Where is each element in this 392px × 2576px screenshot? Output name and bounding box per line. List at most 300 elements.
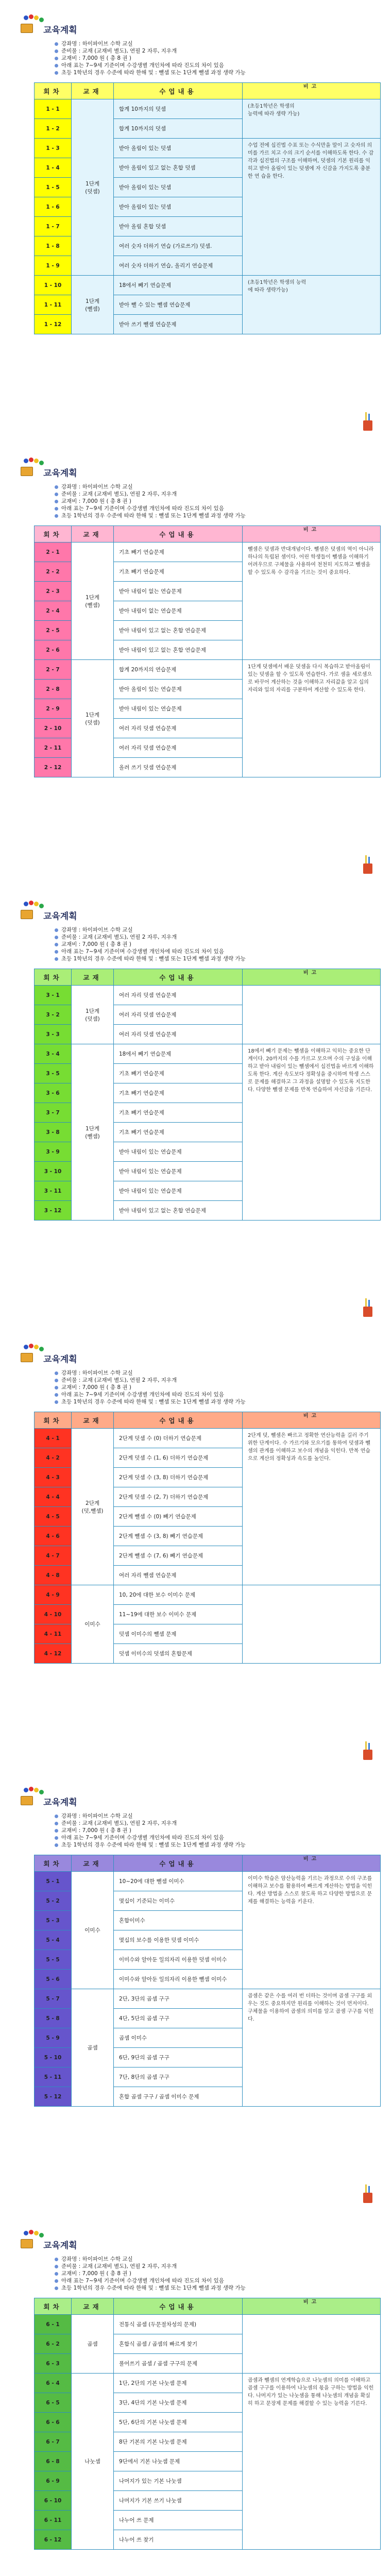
note-cell [243, 1585, 381, 1664]
session-number: 3 - 5 [35, 1064, 72, 1083]
header-note: 비고 [243, 1412, 381, 1429]
header-content: 수업내용 [114, 969, 243, 986]
session-number: 1 - 11 [35, 295, 72, 315]
info-text: 초등 1학년의 경우 수준에 따라 한해 및 : 뺄셈 또는 1단계 뺄셈 과정 생략 가능 [61, 513, 246, 519]
header-note: 비고 [243, 526, 381, 543]
lesson-content: 합계 20까지의 연습문제 [114, 660, 243, 680]
info-line [55, 934, 384, 941]
session-number: 4 - 4 [35, 1487, 72, 1507]
note-cell [243, 986, 381, 1044]
session-number: 5 - 4 [35, 1930, 72, 1950]
header-no: 회차 [35, 1412, 72, 1429]
note-cell: 2단계 덧, 뺄셈은 빠르고 정확한 연산능력을 길러 주기 위한 단계이다. 수 가르기와 모으기를 통하여 덧셈과 뺄셈의 관계를 이해하고 보수의 개념을 익힌다. 반복 연습으로 계산의 정확성과 속도를 높인다. [243, 1429, 381, 1585]
table-header-row [35, 83, 381, 99]
unit-cell: 이미수 [72, 1585, 114, 1664]
session-number: 2 - 7 [35, 660, 72, 680]
book-logo-icon [19, 2230, 41, 2250]
section-title: 교육계획 [43, 25, 77, 36]
info-line [55, 69, 384, 76]
session-number: 1 - 5 [35, 178, 72, 197]
info-text: 준비물 : 교재 (교재비 별도), 연필 2 자루, 지우개 [61, 2263, 177, 2269]
info-text: 교재비 : 7,000 원 ( 총 8 권 ) [61, 941, 132, 947]
session-number: 1 - 10 [35, 276, 72, 295]
session-number: 1 - 2 [35, 119, 72, 139]
pencil-cup-icon [361, 2184, 374, 2203]
info-line [55, 1369, 384, 1377]
info-text: 아래 표는 7~9세 기준이며 수강생별 개인차에 따라 진도의 차이 있음 [61, 1835, 224, 1841]
session-number: 3 - 7 [35, 1103, 72, 1123]
lesson-content: 받아 내림이 있는 연습문제 [114, 1142, 243, 1162]
header-no: 회차 [35, 969, 72, 986]
session-number: 3 - 9 [35, 1142, 72, 1162]
session-number: 6 - 5 [35, 2393, 72, 2413]
lesson-content: 곱셈 이미수 [114, 2028, 243, 2048]
bullet-icon [55, 514, 58, 518]
lesson-content: 여러 숫자 더하기 연습, 올리기 연습문제 [114, 256, 243, 276]
session-number: 5 - 8 [35, 2009, 72, 2028]
lesson-content: 풀어쓰기 곱셈 / 곱셈 구구의 문제 [114, 2354, 243, 2374]
note-cell [243, 2315, 381, 2374]
info-line [55, 40, 384, 47]
info-text: 교재비 : 7,000 원 ( 총 8 권 ) [61, 55, 132, 61]
unit-cell: 1단계 (뺄셈) [72, 276, 114, 334]
info-text: 준비물 : 교재 (교재비 별도), 연필 2 자루, 지우개 [61, 934, 177, 940]
header-content: 수업내용 [114, 1855, 243, 1872]
bullet-icon [55, 1815, 58, 1818]
plan-section-1 [12, 0, 380, 443]
header-content: 수업내용 [114, 83, 243, 99]
lesson-content: 여러 숫자 더하기 연습 (가로쓰기) 덧셈. [114, 236, 243, 256]
session-number: 6 - 1 [35, 2315, 72, 2334]
lesson-content: 받아 내림이 있는 연습문제 [114, 1181, 243, 1201]
curriculum-table [34, 82, 381, 334]
note-cell: 곱셈은 같은 수를 여러 번 더하는 것이며 곱셈 구구를 외우는 것도 중요하지만 원리를 이해하는 것이 먼저이다. 구체물을 이용하여 곱셈의 의미를 알고 곱셈 구구를 익힌다. [243, 1989, 381, 2107]
session-number: 6 - 3 [35, 2354, 72, 2374]
session-number: 3 - 6 [35, 1083, 72, 1103]
section-title: 교육계획 [43, 1798, 77, 1808]
info-text: 강좌명 : 하이파이브 수학 교실 [61, 484, 133, 490]
info-line [55, 948, 384, 955]
book-logo-icon [19, 14, 41, 35]
session-number: 4 - 11 [35, 1624, 72, 1644]
session-number: 5 - 3 [35, 1911, 72, 1930]
header-note: 비고 [243, 1855, 381, 1872]
lesson-content: 여러 자리 덧셈 연습문제 [114, 1025, 243, 1044]
lesson-content: 2단, 3단의 곱셈 구구 [114, 1989, 243, 2009]
info-line [55, 2263, 384, 2270]
plan-section-4 [12, 1329, 380, 1772]
info-text: 교재비 : 7,000 원 ( 총 8 권 ) [61, 1384, 132, 1391]
info-line [55, 926, 384, 934]
lesson-content: 기초 빼기 연습문제 [114, 1123, 243, 1142]
book-logo-icon [19, 1787, 41, 1807]
lesson-content: 여러 자리 덧셈 연습문제 [114, 738, 243, 758]
lesson-content: 나누어 쓰 찾기 [114, 2530, 243, 2550]
session-number: 5 - 10 [35, 2048, 72, 2067]
bullet-icon [55, 507, 58, 511]
unit-cell: 1단계 (뺄셈) [72, 543, 114, 660]
pencil-cup-icon [361, 1741, 374, 1760]
session-number: 2 - 12 [35, 758, 72, 777]
session-number: 4 - 5 [35, 1507, 72, 1527]
plan-section-5 [12, 1772, 380, 2215]
session-number: 4 - 10 [35, 1605, 72, 1624]
unit-cell: 2단계 (덧,뺄셈) [72, 1429, 114, 1585]
unit-cell: 1단계 (덧셈) [72, 99, 114, 276]
info-text: 준비물 : 교재 (교재비 별도), 연필 2 자루, 지우개 [61, 1377, 177, 1383]
lesson-content: 기초 빼기 연습문제 [114, 562, 243, 582]
note-cell: 이미수 학습은 암산능력을 기르는 과정으로 수의 구조를 이해하고 보수를 활용하여 빠르게 계산하는 방법을 익힌다. 계산 방법을 스스로 찾도록 하고 다양한 방법으로 문제를 해결하는 능력을 키운다. [243, 1872, 381, 1989]
lesson-content: 받아 내림이 없는 연습문제 [114, 582, 243, 601]
lesson-content: 1단, 2단의 기본 나눗셈 문제 [114, 2374, 243, 2393]
plan-section-6 [12, 2215, 380, 2576]
lesson-content: 합계 10까지의 덧셈 [114, 119, 243, 139]
unit-cell: 1단계 (덧셈) [72, 660, 114, 777]
lesson-content: 7단, 8단의 곱셈 구구 [114, 2067, 243, 2087]
plan-section-2 [12, 443, 380, 886]
lesson-content: 이미수와 알아둔 일의자리 이용한 뺄셈 이미수 [114, 1970, 243, 1989]
info-text: 강좌명 : 하이파이브 수학 교실 [61, 41, 133, 47]
unit-cell: 1단계 (덧셈) [72, 986, 114, 1044]
lesson-content: 5단, 6단의 기본 나눗셈 문제 [114, 2413, 243, 2432]
bullet-icon [55, 2265, 58, 2268]
session-number: 3 - 11 [35, 1181, 72, 1201]
bullet-icon [55, 1822, 58, 1825]
lesson-content: 2단계 덧셈 수 (0) 더하기 연습문제 [114, 1429, 243, 1448]
header-content: 수업내용 [114, 526, 243, 543]
lesson-content: 받아 올림이 있는 연습문제 [114, 680, 243, 699]
unit-cell: 이미수 [72, 1872, 114, 1989]
session-number: 4 - 6 [35, 1527, 72, 1546]
session-number: 4 - 7 [35, 1546, 72, 1566]
session-number: 6 - 12 [35, 2530, 72, 2550]
bullet-icon [55, 485, 58, 489]
section-title: 교육계획 [43, 911, 77, 922]
session-number: 2 - 4 [35, 601, 72, 621]
session-number: 3 - 1 [35, 986, 72, 1005]
session-number: 1 - 9 [35, 256, 72, 276]
lesson-content: 받아 쓰기 뺄셈 연습문제 [114, 315, 243, 334]
section-title: 교육계획 [43, 468, 77, 479]
header-unit: 교재 [72, 969, 114, 986]
header-note: 비고 [243, 83, 381, 99]
lesson-content: 받아 올림이 있는 덧셈 [114, 139, 243, 158]
curriculum-table [34, 2298, 381, 2550]
info-line [55, 941, 384, 948]
lesson-content: 받아 올림이 있는 덧셈 [114, 197, 243, 217]
info-text: 준비물 : 교재 (교재비 별도), 연필 2 자루, 지우개 [61, 1820, 177, 1826]
note-cell: 1단계 덧셈에서 배운 덧셈을 다시 복습하고 받아올림이 있는 덧셈을 할 수 있도록 연습한다. 가로 셈을 세로셈으로 바꾸어 계산하는 것을 이해하고 자리값을 알고 십의 자리와 일의 자리를 구분하여 계산할 수 있도록 한다. [243, 660, 381, 777]
lesson-content: 나머지가 기본 쓰기 나눗셈 [114, 2491, 243, 2511]
lesson-content: 받아 뺄 수 있는 뺄셈 연습문제 [114, 295, 243, 315]
section-header [19, 897, 328, 923]
session-number: 6 - 11 [35, 2511, 72, 2530]
note-cell: (초등1학년은 학생의 능력 에 따라 생략가능) [243, 276, 381, 334]
session-number: 5 - 11 [35, 2067, 72, 2087]
session-number: 4 - 3 [35, 1468, 72, 1487]
lesson-content: 덧셈 이미수의 덧셈의 혼합문제 [114, 1644, 243, 1664]
info-line [55, 1820, 384, 1827]
section-header [19, 2227, 328, 2252]
bullet-icon [55, 943, 58, 946]
header-note: 비고 [243, 2298, 381, 2315]
lesson-content: 여러 자리 덧셈 연습문제 [114, 986, 243, 1005]
book-logo-icon [19, 901, 41, 921]
header-unit: 교재 [72, 1855, 114, 1872]
bullet-icon [55, 2258, 58, 2261]
info-line [55, 2256, 384, 2263]
table-row [35, 1872, 381, 1891]
session-number: 1 - 7 [35, 217, 72, 236]
course-info [55, 926, 384, 962]
lesson-content: 올려 쓰기 덧셈 연습문제 [114, 758, 243, 777]
lesson-content: 받아 내림이 있고 없는 혼합 연습문제 [114, 1201, 243, 1221]
note-cell: 18에서 빼기 문제는 뺄셈을 이해하고 익히는 중요한 단계이다. 20까지의 수를 가르고 모으며 수의 구성을 이해하고 받아 내림이 있는 뺄셈에서 십진법을 바르게 이해하도록 한다. 계산 속도보다 정확성을 중시하며 학생 스스로 문제를 해결하고 그 과정을 설명할 수 있도록 지도한다. 다양한 뺄셈 문제를 반복 연습하여 자신감을 기른다. [243, 1044, 381, 1221]
table-header-row [35, 1412, 381, 1429]
lesson-content: 받아 내림이 있는 연습문제 [114, 1162, 243, 1181]
lesson-content: 기초 빼기 연습문제 [114, 1083, 243, 1103]
info-line [55, 1384, 384, 1391]
bullet-icon [55, 2286, 58, 2290]
table-row [35, 2315, 381, 2334]
lesson-content: 몇십의 보수를 이용한 덧셈 이미수 [114, 1930, 243, 1950]
info-text: 초등 1학년의 경우 수준에 따라 한해 및 : 뺄셈 또는 1단계 뺄셈 과정 생략 가능 [61, 2285, 246, 2291]
info-line [55, 55, 384, 62]
header-content: 수업내용 [114, 2298, 243, 2315]
section-title: 교육계획 [43, 1354, 77, 1365]
lesson-content: 6단, 9단의 곱셈 구구 [114, 2048, 243, 2067]
session-number: 3 - 3 [35, 1025, 72, 1044]
bullet-icon [55, 1836, 58, 1840]
header-content: 수업내용 [114, 1412, 243, 1429]
lesson-content: 몇십이 기준되는 이미수 [114, 1891, 243, 1911]
header-no: 회차 [35, 2298, 72, 2315]
lesson-content: 3단, 4단의 기본 나눗셈 문제 [114, 2393, 243, 2413]
session-number: 1 - 4 [35, 158, 72, 178]
lesson-content: 혼합식 곱셈 / 곱셈의 빠르게 찾기 [114, 2334, 243, 2354]
table-row [35, 543, 381, 562]
info-text: 준비물 : 교재 (교재비 별도), 연필 2 자루, 지우개 [61, 491, 177, 497]
lesson-content: 받아 올림 혼합 덧셈 [114, 217, 243, 236]
bullet-icon [55, 42, 58, 46]
info-line [55, 505, 384, 512]
note-cell: 곱셈과 뺄셈의 연계학습으로 나눗셈의 의미를 이해하고 곱셈 구구를 이용하여 나눗셈의 몫을 구하는 방법을 익힌다. 나머지가 있는 나눗셈을 통해 나눗셈의 개념을 확실히 하고 문장제 문제를 해결할 수 있는 능력을 기른다. [243, 2374, 381, 2550]
lesson-content: 2단계 덧셈 수 (1, 6) 더하기 연습문제 [114, 1448, 243, 1468]
curriculum-table [34, 1855, 381, 2107]
session-number: 4 - 8 [35, 1566, 72, 1585]
session-number: 4 - 9 [35, 1585, 72, 1605]
lesson-content: 혼합 곱셈 구구 / 곱셈 이미수 문제 [114, 2087, 243, 2107]
info-text: 강좌명 : 하이파이브 수학 교실 [61, 2256, 133, 2262]
session-number: 3 - 2 [35, 1005, 72, 1025]
lesson-content: 여러 자리 뺄셈 연습문제 [114, 1566, 243, 1585]
session-number: 4 - 1 [35, 1429, 72, 1448]
session-number: 3 - 4 [35, 1044, 72, 1064]
session-number: 1 - 12 [35, 315, 72, 334]
session-number: 2 - 11 [35, 738, 72, 758]
bullet-icon [55, 1371, 58, 1375]
course-info [55, 40, 384, 76]
info-line [55, 1398, 384, 1405]
info-line [55, 498, 384, 505]
session-number: 2 - 6 [35, 640, 72, 660]
session-number: 6 - 4 [35, 2374, 72, 2393]
session-number: 5 - 7 [35, 1989, 72, 2009]
lesson-content: 18에서 빼기 연습문제 [114, 276, 243, 295]
info-text: 강좌명 : 하이파이브 수학 교실 [61, 1370, 133, 1376]
book-logo-icon [19, 457, 41, 478]
bullet-icon [55, 57, 58, 60]
header-unit: 교재 [72, 1412, 114, 1429]
lesson-content: 덧셈 이미수의 뺄셈 문제 [114, 1624, 243, 1644]
session-number: 2 - 9 [35, 699, 72, 719]
header-no: 회차 [35, 83, 72, 99]
unit-cell: 1단계 (뺄셈) [72, 1044, 114, 1221]
bullet-icon [55, 64, 58, 67]
info-line [55, 1834, 384, 1841]
info-text: 교재비 : 7,000 원 ( 총 8 권 ) [61, 498, 132, 504]
bullet-icon [55, 500, 58, 503]
info-text: 초등 1학년의 경우 수준에 따라 한해 및 : 뺄셈 또는 1단계 뺄셈 과정 생략 가능 [61, 70, 246, 76]
table-row [35, 1044, 381, 1064]
session-number: 3 - 12 [35, 1201, 72, 1221]
session-number: 5 - 9 [35, 2028, 72, 2048]
course-info [55, 2256, 384, 2292]
lesson-content: 여러 자리 덧셈 연습문제 [114, 719, 243, 738]
session-number: 6 - 10 [35, 2491, 72, 2511]
lesson-content: 여러 자리 덧셈 연습문제 [114, 1005, 243, 1025]
info-line [55, 1377, 384, 1384]
lesson-content: 10~20에 대한 뺄셈 이미수 [114, 1872, 243, 1891]
table-row [35, 1585, 381, 1605]
session-number: 4 - 2 [35, 1448, 72, 1468]
session-number: 4 - 12 [35, 1644, 72, 1664]
header-note: 비고 [243, 969, 381, 986]
table-row [35, 2374, 381, 2393]
unit-cell: 곱셈 [72, 1989, 114, 2107]
bullet-icon [55, 49, 58, 53]
table-row [35, 1429, 381, 1448]
lesson-content: 나머지가 있는 기본 나눗셈 [114, 2471, 243, 2491]
bullet-icon [55, 1829, 58, 1833]
header-unit: 교재 [72, 2298, 114, 2315]
bullet-icon [55, 1379, 58, 1382]
info-line [55, 483, 384, 490]
info-line [55, 2284, 384, 2292]
unit-cell: 곱셈 [72, 2315, 114, 2374]
header-unit: 교재 [72, 83, 114, 99]
lesson-content: 9단에서 기본 나눗셈 문제 [114, 2452, 243, 2471]
header-no: 회차 [35, 1855, 72, 1872]
lesson-content: 혼합이미수 [114, 1911, 243, 1930]
lesson-content: 이미수와 알아둔 일의자리 이용한 덧셈 이미수 [114, 1950, 243, 1970]
bullet-icon [55, 2279, 58, 2283]
table-row [35, 99, 381, 119]
session-number: 6 - 8 [35, 2452, 72, 2471]
unit-cell: 나눗셈 [72, 2374, 114, 2550]
info-line [55, 1391, 384, 1398]
bullet-icon [55, 1386, 58, 1389]
section-header [19, 454, 328, 480]
lesson-content: 받아 내림이 있는 연습문제 [114, 699, 243, 719]
lesson-content: 기초 빼기 연습문제 [114, 1103, 243, 1123]
session-number: 2 - 3 [35, 582, 72, 601]
session-number: 1 - 1 [35, 99, 72, 119]
info-line [55, 955, 384, 962]
info-line [55, 1841, 384, 1849]
lesson-content: 받아 올림이 있고 없는 혼합 덧셈 [114, 158, 243, 178]
session-number: 3 - 8 [35, 1123, 72, 1142]
session-number: 5 - 12 [35, 2087, 72, 2107]
note-cell: 뺄셈은 덧셈과 반대개념이다. 뺄셈은 덧셈의 역이 아니라 하나의 독립된 셈이다. 어린 학생들이 뺄셈을 이해하기 어려우므로 구체물을 사용하여 천천히 지도하고 뺄셈을 할 수 있도록 수 감각을 기르는 것이 중요하다. [243, 543, 381, 660]
lesson-content: 10, 20에 대한 보수 이미수 문제 [114, 1585, 243, 1605]
curriculum-table [34, 1412, 381, 1664]
session-number: 5 - 1 [35, 1872, 72, 1891]
bullet-icon [55, 928, 58, 932]
info-line [55, 1827, 384, 1834]
course-info [55, 483, 384, 519]
info-text: 아래 표는 7~9세 기준이며 수강생별 개인차에 따라 진도의 차이 있음 [61, 62, 224, 69]
info-text: 강좌명 : 하이파이브 수학 교실 [61, 927, 133, 933]
session-number: 6 - 9 [35, 2471, 72, 2491]
session-number: 2 - 1 [35, 543, 72, 562]
info-text: 아래 표는 7~9세 기준이며 수강생별 개인차에 따라 진도의 차이 있음 [61, 948, 224, 955]
bullet-icon [55, 71, 58, 75]
session-number: 5 - 2 [35, 1891, 72, 1911]
session-number: 2 - 5 [35, 621, 72, 640]
bullet-icon [55, 1393, 58, 1397]
course-info [55, 1812, 384, 1849]
plan-section-3 [12, 886, 380, 1329]
info-text: 초등 1학년의 경우 수준에 따라 한해 및 : 뺄셈 또는 1단계 뺄셈 과정 생략 가능 [61, 1399, 246, 1405]
session-number: 2 - 8 [35, 680, 72, 699]
lesson-content: 기초 빼기 연습문제 [114, 1064, 243, 1083]
section-header [19, 1341, 328, 1366]
bullet-icon [55, 957, 58, 961]
lesson-content: 2단계 덧셈 수 (3, 8) 더하기 연습문제 [114, 1468, 243, 1487]
table-row [35, 660, 381, 680]
lesson-content: 4단, 5단의 곱셈 구구 [114, 2009, 243, 2028]
session-number: 1 - 6 [35, 197, 72, 217]
lesson-content: 18에서 빼기 연습문제 [114, 1044, 243, 1064]
table-row [35, 276, 381, 295]
lesson-content: 나누어 쓰 문제 [114, 2511, 243, 2530]
info-line [55, 2277, 384, 2284]
header-unit: 교재 [72, 526, 114, 543]
info-text: 초등 1학년의 경우 수준에 따라 한해 및 : 뺄셈 또는 1단계 뺄셈 과정 생략 가능 [61, 956, 246, 962]
session-number: 2 - 2 [35, 562, 72, 582]
bullet-icon [55, 2272, 58, 2276]
session-number: 2 - 10 [35, 719, 72, 738]
curriculum-table [34, 526, 381, 777]
note-cell: (초등1학년은 학생의 능력에 따라 생략 가능) [243, 99, 381, 139]
lesson-content: 받아 내림이 있고 없는 혼합 연습문제 [114, 640, 243, 660]
bullet-icon [55, 936, 58, 939]
info-line [55, 1812, 384, 1820]
session-number: 6 - 7 [35, 2432, 72, 2452]
pencil-cup-icon [361, 855, 374, 874]
session-number: 3 - 10 [35, 1162, 72, 1181]
lesson-content: 11~19에 대한 보수 이미수 문제 [114, 1605, 243, 1624]
session-number: 6 - 2 [35, 2334, 72, 2354]
info-line [55, 512, 384, 519]
book-logo-icon [19, 1344, 41, 1364]
session-number: 6 - 6 [35, 2413, 72, 2432]
header-no: 회차 [35, 526, 72, 543]
info-text: 아래 표는 7~9세 기준이며 수강생별 개인차에 따라 진도의 차이 있음 [61, 1392, 224, 1398]
bullet-icon [55, 1400, 58, 1404]
session-number: 1 - 8 [35, 236, 72, 256]
